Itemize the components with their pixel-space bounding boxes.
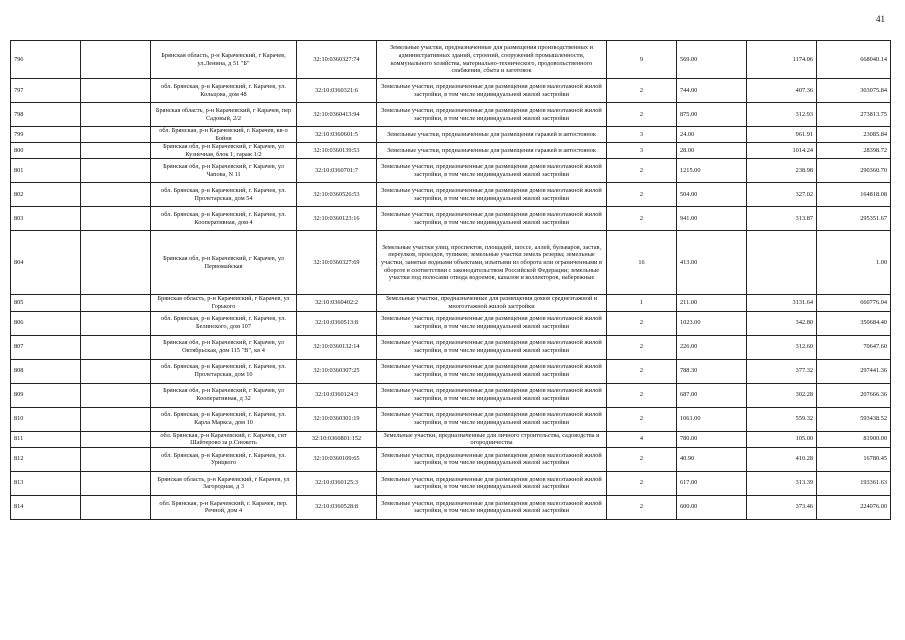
blank-cell — [81, 471, 151, 495]
blank-cell — [81, 207, 151, 231]
area-cell: 569.00 — [677, 41, 747, 79]
land-use-cell: Земельные участки, предназначенные для размещения производственных и административных зданий, строений, сооружений промышленности, коммунального хозяйства, материально-технического, продовольственного снабжения, сбыта и заготовок — [377, 41, 607, 79]
blank-cell — [81, 311, 151, 335]
row-number-cell: 814 — [11, 495, 81, 519]
row-number-cell: 799 — [11, 127, 81, 143]
table-row — [11, 159, 891, 183]
address-cell: обл. Брянская, р-н Карачевский, г. Карачев, ул. Пролетарская, дом 54 — [151, 183, 297, 207]
rate-cell: 312.93 — [747, 103, 817, 127]
land-use-cell: Земельные участки, предназначенные для размещения домов малоэтажной жилой застройки, в том числе индивидуальной жилой застройки — [377, 79, 607, 103]
blank-cell — [81, 143, 151, 159]
row-number-cell: 797 — [11, 79, 81, 103]
address-cell: обл. Брянская, р-н Карачевский, г. Карачев, пер. Речной, дом 4 — [151, 495, 297, 519]
cadastral-number-cell: 32:10:0360124:3 — [297, 383, 377, 407]
land-use-cell: Земельные участки, предназначенные для размещения домов малоэтажной жилой застройки, в том числе индивидуальной жилой застройки — [377, 407, 607, 431]
blank-cell — [81, 359, 151, 383]
use-group-cell: 2 — [607, 407, 677, 431]
use-group-cell: 2 — [607, 335, 677, 359]
address-cell: Брянская область, р-н Карачевский, г Карачев, пер Садовый, 2/2 — [151, 103, 297, 127]
cadastral-value-cell: 350684.40 — [817, 311, 891, 335]
address-cell: обл. Брянская, р-н Карачевский, г. Карачев, ул. Белинского, дом 107 — [151, 311, 297, 335]
blank-cell — [81, 431, 151, 447]
area-cell: 40.90 — [677, 447, 747, 471]
row-number-cell: 804 — [11, 231, 81, 295]
cadastral-number-cell: 32:10:0360701:7 — [297, 159, 377, 183]
blank-cell — [81, 295, 151, 311]
table-row — [11, 103, 891, 127]
use-group-cell: 9 — [607, 41, 677, 79]
cadastral-value-cell: 273813.75 — [817, 103, 891, 127]
rate-cell: 373.46 — [747, 495, 817, 519]
land-use-cell: Земельные участки, предназначенные для размещения домов малоэтажной жилой застройки, в том числе индивидуальной жилой застройки — [377, 183, 607, 207]
land-use-cell: Земельные участки, предназначенные для размещения домов малоэтажной жилой застройки, в том числе индивидуальной жилой застройки — [377, 447, 607, 471]
area-cell: 617.00 — [677, 471, 747, 495]
table-row — [11, 359, 891, 383]
rate-cell: 961.91 — [747, 127, 817, 143]
row-number-cell: 802 — [11, 183, 81, 207]
land-use-cell: Земельные участки, предназначенные для размещения домов малоэтажной жилой застройки, в том числе индивидуальной жилой застройки — [377, 103, 607, 127]
rate-cell: 410.28 — [747, 447, 817, 471]
rate-cell: 238.98 — [747, 159, 817, 183]
land-use-cell: Земельные участки, предназначенные для размещения домов малоэтажной жилой застройки, в том числе индивидуальной жилой застройки — [377, 383, 607, 407]
cadastral-value-cell: 70647.60 — [817, 335, 891, 359]
row-number-cell: 798 — [11, 103, 81, 127]
row-number-cell: 803 — [11, 207, 81, 231]
blank-cell — [81, 41, 151, 79]
use-group-cell: 2 — [607, 103, 677, 127]
land-use-cell: Земельные участки, предназначенные для размещения гаражей и автостоянок — [377, 143, 607, 159]
blank-cell — [81, 383, 151, 407]
row-number-cell: 796 — [11, 41, 81, 79]
cadastral-number-cell: 32:10:0360301:19 — [297, 407, 377, 431]
cadastral-value-cell: 193361.63 — [817, 471, 891, 495]
cadastral-value-cell: 593438.52 — [817, 407, 891, 431]
area-cell: 226.00 — [677, 335, 747, 359]
address-cell: обл. Брянская, р-н Карачевский, г. Карачев, ул. Карла Маркса, дом 10 — [151, 407, 297, 431]
row-number-cell: 810 — [11, 407, 81, 431]
table-row — [11, 231, 891, 295]
cadastral-value-cell: 295351.67 — [817, 207, 891, 231]
cadastral-number-cell: 32:10:0360139:53 — [297, 143, 377, 159]
address-cell: обл. Брянская, р-н Карачевский, г. Карачев, снт Шайтерово за р.Снежеть — [151, 431, 297, 447]
area-cell: 1061.00 — [677, 407, 747, 431]
rate-cell: 312.60 — [747, 335, 817, 359]
blank-cell — [81, 159, 151, 183]
blank-cell — [81, 495, 151, 519]
row-number-cell: 813 — [11, 471, 81, 495]
table-body — [11, 41, 891, 520]
address-cell: обл. Брянская, р-н Карачевский, г. Карачев, ул. Пролетарская, дом 10 — [151, 359, 297, 383]
blank-cell — [81, 103, 151, 127]
cadastral-number-cell: 32:10:0360801:152 — [297, 431, 377, 447]
area-cell: 211.00 — [677, 295, 747, 311]
cadastral-number-cell: 32:10:0360513:8 — [297, 311, 377, 335]
rate-cell: 342.80 — [747, 311, 817, 335]
use-group-cell: 4 — [607, 431, 677, 447]
use-group-cell: 16 — [607, 231, 677, 295]
cadastral-value-cell: 81900.00 — [817, 431, 891, 447]
use-group-cell: 2 — [607, 311, 677, 335]
land-plots-table — [10, 40, 891, 520]
land-use-cell: Земельные участки, предназначенные для размещения домов малоэтажной жилой застройки, в том числе индивидуальной жилой застройки — [377, 311, 607, 335]
table-row — [11, 183, 891, 207]
cadastral-number-cell: 32:10:0360321:6 — [297, 79, 377, 103]
rate-cell: 1174.06 — [747, 41, 817, 79]
row-number-cell: 807 — [11, 335, 81, 359]
use-group-cell: 2 — [607, 447, 677, 471]
address-cell: Брянская область, р-н Карачевский, г Карачев, ул Загородная, д 3 — [151, 471, 297, 495]
cadastral-number-cell: 32:10:0360132:14 — [297, 335, 377, 359]
row-number-cell: 805 — [11, 295, 81, 311]
use-group-cell: 2 — [607, 207, 677, 231]
use-group-cell: 3 — [607, 143, 677, 159]
rate-cell — [747, 231, 817, 295]
blank-cell — [81, 407, 151, 431]
address-cell: обл. Брянская, р-н Карачевский, г. Карачев, ул. Кооперативная, дом 4 — [151, 207, 297, 231]
rate-cell: 313.87 — [747, 207, 817, 231]
cadastral-value-cell: 207666.36 — [817, 383, 891, 407]
land-use-cell: Земельные участки, предназначенные для размещения домов малоэтажной жилой застройки, в том числе индивидуальной жилой застройки — [377, 359, 607, 383]
address-cell: Брянская область, р-н Карачевский, г Карачев, ул.Ленина, д 51 "Б" — [151, 41, 297, 79]
area-cell: 24.00 — [677, 127, 747, 143]
rate-cell: 313.39 — [747, 471, 817, 495]
address-cell: обл. Брянская, р-н Карачевский, г. Карачев, ул. Кольцова, дом 48 — [151, 79, 297, 103]
land-use-cell: Земельные участки, предназначенные для размещения домов малоэтажной жилой застройки, в том числе индивидуальной жилой застройки — [377, 207, 607, 231]
land-use-cell: Земельные участки, предназначенные для размещения домов малоэтажной жилой застройки, в том числе индивидуальной жилой застройки — [377, 471, 607, 495]
area-cell: 28.00 — [677, 143, 747, 159]
blank-cell — [81, 231, 151, 295]
cadastral-number-cell: 32:10:0360123:16 — [297, 207, 377, 231]
address-cell: Брянская область, р-н Карачевский, г Карачев, ул Горького — [151, 295, 297, 311]
rate-cell: 302.28 — [747, 383, 817, 407]
row-number-cell: 812 — [11, 447, 81, 471]
cadastral-number-cell: 32:10:0360327:74 — [297, 41, 377, 79]
land-use-cell: Земельные участки, предназначенные для размещения домов малоэтажной жилой застройки, в том числе индивидуальной жилой застройки — [377, 159, 607, 183]
area-cell: 1215.00 — [677, 159, 747, 183]
table-row — [11, 335, 891, 359]
table-row — [11, 127, 891, 143]
row-number-cell: 801 — [11, 159, 81, 183]
cadastral-number-cell: 32:10:0360528:8 — [297, 495, 377, 519]
cadastral-number-cell: 32:10:0360601:5 — [297, 127, 377, 143]
row-number-cell: 800 — [11, 143, 81, 159]
table-row — [11, 407, 891, 431]
area-cell: 744.00 — [677, 79, 747, 103]
blank-cell — [81, 127, 151, 143]
cadastral-number-cell: 32:10:0360125:3 — [297, 471, 377, 495]
cadastral-number-cell: 32:10:0360413:94 — [297, 103, 377, 127]
cadastral-value-cell: 668040.14 — [817, 41, 891, 79]
area-cell: 600.00 — [677, 495, 747, 519]
area-cell: 780.00 — [677, 431, 747, 447]
cadastral-number-cell: 32:10:0360307:25 — [297, 359, 377, 383]
cadastral-value-cell: 660776.04 — [817, 295, 891, 311]
land-use-cell: Земельные участки, предназначенные для размещения гаражей и автостоянок — [377, 127, 607, 143]
blank-cell — [81, 447, 151, 471]
table-row — [11, 207, 891, 231]
cadastral-value-cell: 164818.08 — [817, 183, 891, 207]
blank-cell — [81, 79, 151, 103]
cadastral-value-cell: 290360.70 — [817, 159, 891, 183]
use-group-cell: 3 — [607, 127, 677, 143]
blank-cell — [81, 183, 151, 207]
cadastral-number-cell: 32:10:0360402:2 — [297, 295, 377, 311]
cadastral-number-cell: 32:10:0360327:69 — [297, 231, 377, 295]
address-cell: Брянская обл, р-н Карачевский, г Карачев, ул Чапова, N 11 — [151, 159, 297, 183]
use-group-cell: 2 — [607, 79, 677, 103]
table-row — [11, 295, 891, 311]
rate-cell: 105.00 — [747, 431, 817, 447]
blank-cell — [81, 335, 151, 359]
area-cell: 687.00 — [677, 383, 747, 407]
land-use-cell: Земельные участки, предназначенные для размещения домов среднеэтажной и многоэтажной жилой застройки — [377, 295, 607, 311]
address-cell: обл. Брянская, р-н Карачевский, г. Карачев, кв-л Бойня — [151, 127, 297, 143]
use-group-cell: 2 — [607, 495, 677, 519]
land-use-cell: Земельные участки, предназначенные для размещения домов малоэтажной жилой застройки, в том числе индивидуальной жилой застройки — [377, 495, 607, 519]
use-group-cell: 1 — [607, 295, 677, 311]
use-group-cell: 2 — [607, 159, 677, 183]
address-cell: обл. Брянская, р-н Карачевский, г. Карачев, ул. Урицкого — [151, 447, 297, 471]
use-group-cell: 2 — [607, 471, 677, 495]
address-cell: Брянская обл, р-н Карачевский, г Карачев, ул Первомайская — [151, 231, 297, 295]
row-number-cell: 806 — [11, 311, 81, 335]
rate-cell: 407.36 — [747, 79, 817, 103]
rate-cell: 1014.24 — [747, 143, 817, 159]
page-number: 41 — [876, 14, 885, 24]
area-cell: 1023.00 — [677, 311, 747, 335]
table-row — [11, 311, 891, 335]
row-number-cell: 811 — [11, 431, 81, 447]
table-row — [11, 143, 891, 159]
cadastral-value-cell: 16780.45 — [817, 447, 891, 471]
address-cell: Брянская обл, р-н Карачевский, г Карачев, ул Кооперативная, д 32 — [151, 383, 297, 407]
address-cell: Брянская обл, р-н Карачевский, г Карачев, ул Октябрьская, дом 115 "В", кв 4 — [151, 335, 297, 359]
table-row — [11, 447, 891, 471]
rate-cell: 327.02 — [747, 183, 817, 207]
address-cell: Брянская обл, р-н Карачевский, г Карачев, ул Кузнечная, блок 1, гараж 1/2 — [151, 143, 297, 159]
area-cell: 504.00 — [677, 183, 747, 207]
cadastral-value-cell: 297441.36 — [817, 359, 891, 383]
rate-cell: 3131.64 — [747, 295, 817, 311]
land-use-cell: Земельные участки, предназначенные для размещения домов малоэтажной жилой застройки, в том числе индивидуальной жилой застройки — [377, 335, 607, 359]
area-cell: 941.00 — [677, 207, 747, 231]
cadastral-value-cell: 224076.00 — [817, 495, 891, 519]
table-row — [11, 79, 891, 103]
row-number-cell: 809 — [11, 383, 81, 407]
table-row — [11, 383, 891, 407]
cadastral-number-cell: 32:10:0360526:53 — [297, 183, 377, 207]
area-cell: 413.00 — [677, 231, 747, 295]
use-group-cell: 2 — [607, 383, 677, 407]
row-number-cell: 808 — [11, 359, 81, 383]
area-cell: 875.00 — [677, 103, 747, 127]
use-group-cell: 2 — [607, 359, 677, 383]
cadastral-number-cell: 32:10:0360109:65 — [297, 447, 377, 471]
table-row — [11, 41, 891, 79]
rate-cell: 377.32 — [747, 359, 817, 383]
use-group-cell: 2 — [607, 183, 677, 207]
cadastral-value-cell: 23085.84 — [817, 127, 891, 143]
rate-cell: 559.32 — [747, 407, 817, 431]
cadastral-value-cell: 303075.84 — [817, 79, 891, 103]
cadastral-value-cell: 28398.72 — [817, 143, 891, 159]
table-row — [11, 471, 891, 495]
land-use-cell: Земельные участки улиц, проспектов, площадей, шоссе, аллей, бульваров, застав, переулков, проездов, тупиков; земельные участки земель резерва; земельные участки, занятые водными объектами, изъятыми из оборота или ограниченными в обороте в соответствии с законодательством Российской Федерации; земельные участки под полосами отвода водоемов, каналов и коллекторов, набережные — [377, 231, 607, 295]
land-use-cell: Земельные участки, предназначенные для личного строительства, садоводства и огородничества — [377, 431, 607, 447]
table-row — [11, 495, 891, 519]
area-cell: 788.30 — [677, 359, 747, 383]
cadastral-value-cell: 1.00 — [817, 231, 891, 295]
table-row — [11, 431, 891, 447]
